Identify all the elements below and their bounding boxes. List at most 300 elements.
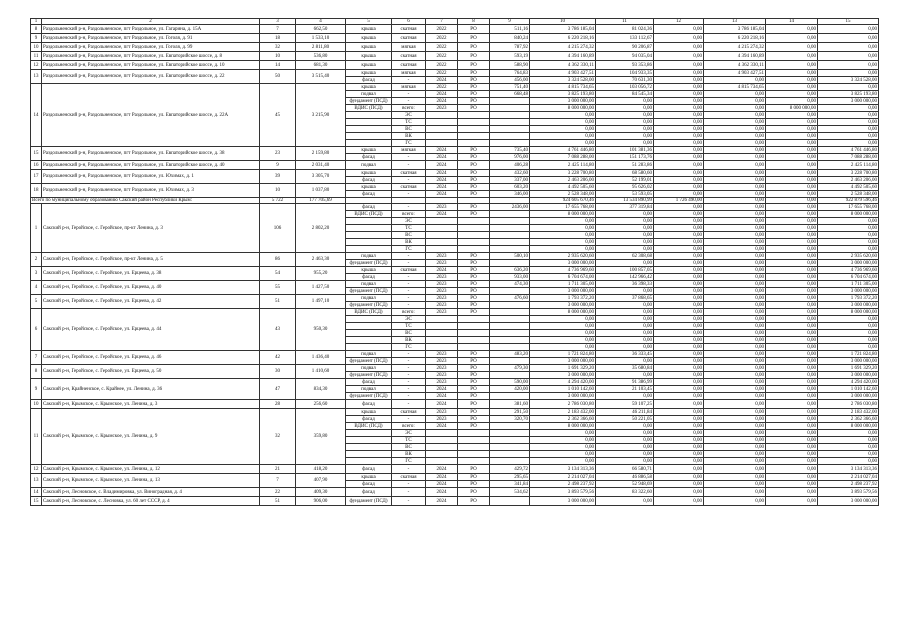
- value-cell: 0,00: [654, 488, 704, 497]
- value-cell: ЭС: [392, 430, 426, 437]
- value-cell: [490, 437, 530, 444]
- value-cell: ТС: [392, 437, 426, 444]
- value-cell: 0,00: [818, 25, 879, 34]
- value-cell: 0,00: [704, 351, 766, 358]
- value-cell: [426, 119, 458, 126]
- value-cell: 93 353,86: [596, 61, 654, 70]
- value-cell: 2024: [426, 211, 458, 218]
- value-cell: 4 815 734,65: [704, 84, 766, 91]
- value-cell: 0,00: [654, 497, 704, 506]
- total-value: 0,00: [766, 198, 818, 204]
- column-number: 8: [458, 19, 490, 25]
- value-cell: 0,00: [704, 170, 766, 177]
- value-cell: -: [392, 416, 426, 423]
- value-cell: -: [392, 260, 426, 267]
- value-cell: 0,00: [654, 147, 704, 154]
- value-cell: РО: [458, 302, 490, 309]
- value-cell: 0,00: [654, 43, 704, 52]
- value-cell: 0,00: [596, 260, 654, 267]
- value-cell: 0,00: [766, 379, 818, 386]
- value-cell: 2 214 027,04: [530, 474, 596, 481]
- value-cell: 0,00: [766, 372, 818, 379]
- value-cell: [490, 372, 530, 379]
- value-cell: 0,00: [766, 204, 818, 211]
- value-cell: 500,10: [490, 253, 530, 260]
- column-number: 14: [766, 19, 818, 25]
- row-number: 9: [31, 34, 42, 43]
- value-cell: подвал: [346, 253, 392, 260]
- value-cell: 84 545,34: [596, 91, 654, 98]
- value-cell: РО: [458, 77, 490, 84]
- value-cell: 0,00: [704, 323, 766, 330]
- value-cell: РО: [458, 393, 490, 400]
- value-cell: 2024: [426, 91, 458, 98]
- value-cell: 2023: [426, 351, 458, 358]
- value-cell: -: [392, 481, 426, 488]
- value-cell: 8 000 000,00: [530, 309, 596, 316]
- value-cell: 52 199,01: [596, 177, 654, 184]
- value-cell: 0,00: [766, 423, 818, 430]
- value-cell: крыша: [346, 70, 392, 77]
- value-cell: 1 010 142,60: [818, 386, 879, 393]
- value-cell: 46 211,84: [596, 409, 654, 416]
- value-cell: 2436,00: [490, 204, 530, 211]
- value-cell: 0,00: [766, 295, 818, 302]
- table-row: [31, 465, 879, 474]
- value-cell: 3 000 000,00: [818, 260, 879, 267]
- value-cell: [490, 218, 530, 225]
- value-cell: 2 935 620,60: [530, 253, 596, 260]
- address-cell: Сакский р-н, Крымское, с. Крымское, ул. Ленина, д. 12: [42, 465, 260, 474]
- value-cell: [490, 126, 530, 133]
- apartments-count: 51: [260, 295, 296, 309]
- value-cell: РО: [458, 253, 490, 260]
- value-cell: 0,00: [530, 140, 596, 147]
- value-cell: крыша: [346, 34, 392, 43]
- value-cell: 0,00: [704, 98, 766, 105]
- value-cell: [458, 218, 490, 225]
- value-cell: 0,00: [530, 232, 596, 239]
- value-cell: 840,24: [490, 34, 530, 43]
- value-cell: 0,00: [596, 232, 654, 239]
- area-cell: 536,80: [296, 52, 346, 61]
- value-cell: 2 425 114,80: [530, 161, 596, 170]
- value-cell: 2 528 348,00: [530, 191, 596, 198]
- value-cell: ТС: [392, 119, 426, 126]
- area-cell: 2 159,80: [296, 147, 346, 161]
- value-cell: -: [392, 400, 426, 409]
- value-cell: [490, 423, 530, 430]
- address-cell: Сакский р-н, Лесновское, с. Владимировка, ул. Виноградная, д. 4: [42, 488, 260, 497]
- value-cell: -: [392, 91, 426, 98]
- value-cell: 0,00: [818, 246, 879, 253]
- value-cell: 2022: [426, 70, 458, 77]
- table-row: [31, 351, 879, 358]
- value-cell: 2 786 030,80: [530, 400, 596, 409]
- value-cell: 0,00: [704, 253, 766, 260]
- area-cell: 409,30: [296, 488, 346, 497]
- value-cell: 0,00: [654, 386, 704, 393]
- value-cell: 0,00: [766, 444, 818, 451]
- area-cell: 1 533,10: [296, 34, 346, 43]
- value-cell: 0,00: [704, 105, 766, 112]
- apartments-count: 32: [260, 43, 296, 52]
- value-cell: 0,00: [654, 52, 704, 61]
- value-cell: 2 183 432,00: [818, 409, 879, 416]
- value-cell: 0,00: [654, 119, 704, 126]
- value-cell: ВС: [392, 444, 426, 451]
- value-cell: -: [392, 465, 426, 474]
- value-cell: 0,00: [654, 379, 704, 386]
- value-cell: ГС: [392, 140, 426, 147]
- value-cell: 2024: [426, 147, 458, 154]
- value-cell: 0,00: [654, 84, 704, 91]
- value-cell: РО: [458, 281, 490, 288]
- value-cell: 6 704 674,00: [530, 274, 596, 281]
- value-cell: [490, 344, 530, 351]
- value-cell: 0,00: [530, 133, 596, 140]
- value-cell: 0,00: [654, 351, 704, 358]
- value-cell: 4 294 420,00: [530, 379, 596, 386]
- value-cell: скатная: [392, 184, 426, 191]
- address-cell: Сакский р-н, Геройское, с. Геройское, ул. Ерцеева, д. 50: [42, 365, 260, 379]
- value-cell: 0,00: [704, 140, 766, 147]
- value-cell: 476,60: [490, 295, 530, 302]
- value-cell: 0,00: [530, 330, 596, 337]
- value-cell: 4 294 420,00: [818, 379, 879, 386]
- area-cell: 3 215,90: [296, 84, 346, 147]
- value-cell: 0,00: [654, 281, 704, 288]
- value-cell: 2 786 030,80: [818, 400, 879, 409]
- value-cell: 0,00: [818, 444, 879, 451]
- value-cell: 0,00: [704, 260, 766, 267]
- area-cell: 1 427,50: [296, 281, 346, 295]
- value-cell: 8 000 000,00: [766, 105, 818, 112]
- value-cell: 0,00: [766, 316, 818, 323]
- value-cell: всего:: [392, 105, 426, 112]
- column-number: 12: [654, 19, 704, 25]
- address-cell: Сакский р-н, Геройское, с. Геройское, ул. Ерцеева, д. 40: [42, 281, 260, 295]
- table-row: [31, 84, 879, 91]
- value-cell: 52 948,69: [596, 481, 654, 488]
- value-cell: [458, 337, 490, 344]
- value-cell: мягкая: [392, 70, 426, 77]
- value-cell: 36 398,33: [596, 281, 654, 288]
- value-cell: [490, 337, 530, 344]
- value-cell: РО: [458, 409, 490, 416]
- value-cell: 0,00: [704, 295, 766, 302]
- value-cell: [346, 344, 392, 351]
- value-cell: 1 711 305,00: [818, 281, 879, 288]
- value-cell: 0,00: [596, 430, 654, 437]
- value-cell: 0,00: [704, 386, 766, 393]
- value-cell: 3 786 185,04: [704, 25, 766, 34]
- value-cell: 0,00: [704, 177, 766, 184]
- value-cell: РО: [458, 34, 490, 43]
- row-number: 13: [31, 70, 42, 84]
- value-cell: 0,00: [818, 232, 879, 239]
- address-cell: Раздольненский р-н, Раздольненское, пгт Раздольное, ул. Юхимах, д. 1: [42, 170, 260, 184]
- address-cell: Сакский р-н, Геройское, с. Геройское, пр-кт Ленина, д. 5: [42, 253, 260, 267]
- value-cell: 2022: [426, 84, 458, 91]
- value-cell: РО: [458, 481, 490, 488]
- value-cell: 295,65: [490, 474, 530, 481]
- value-cell: фасад: [346, 481, 392, 488]
- value-cell: [458, 316, 490, 323]
- address-cell: Раздольненский р-н, Раздольненское, пгт Раздольное, ул. Евпаторийское шоссе, д. 38: [42, 147, 260, 161]
- value-cell: -: [392, 98, 426, 105]
- value-cell: 320,70: [490, 416, 530, 423]
- value-cell: 0,00: [530, 316, 596, 323]
- row-number: 15: [31, 147, 42, 161]
- value-cell: 593,19: [490, 52, 530, 61]
- value-cell: [426, 225, 458, 232]
- value-cell: 0,00: [654, 191, 704, 198]
- value-cell: 4 215 274,32: [704, 43, 766, 52]
- value-cell: [426, 437, 458, 444]
- value-cell: 0,00: [766, 25, 818, 34]
- value-cell: 3 000 000,00: [818, 98, 879, 105]
- value-cell: 0,00: [766, 267, 818, 274]
- value-cell: 377 319,84: [596, 204, 654, 211]
- value-cell: подвал: [346, 281, 392, 288]
- value-cell: -: [392, 77, 426, 84]
- table-row: [31, 184, 879, 191]
- value-cell: 4 761 446,80: [530, 147, 596, 154]
- value-cell: [490, 288, 530, 295]
- value-cell: 101 381,36: [596, 147, 654, 154]
- value-cell: [346, 323, 392, 330]
- value-cell: 2023: [426, 288, 458, 295]
- value-cell: 0,00: [704, 344, 766, 351]
- value-cell: РО: [458, 204, 490, 211]
- value-cell: крыша: [346, 25, 392, 34]
- row-number: 15: [31, 497, 42, 506]
- value-cell: 0,00: [704, 274, 766, 281]
- value-cell: 2023: [426, 358, 458, 365]
- value-cell: 0,00: [766, 323, 818, 330]
- column-number: 15: [818, 19, 879, 25]
- value-cell: 0,00: [818, 119, 879, 126]
- value-cell: РО: [458, 191, 490, 198]
- value-cell: 1 691 329,20: [818, 365, 879, 372]
- value-cell: подвал: [346, 295, 392, 302]
- value-cell: фасад: [346, 191, 392, 198]
- value-cell: скатная: [392, 170, 426, 177]
- column-number: 10: [530, 19, 596, 25]
- value-cell: -: [392, 365, 426, 372]
- value-cell: РО: [458, 358, 490, 365]
- value-cell: 4 903 427,51: [704, 70, 766, 77]
- value-cell: [346, 316, 392, 323]
- value-cell: 0,00: [530, 112, 596, 119]
- value-cell: РО: [458, 400, 490, 409]
- apartments-count: 7: [260, 474, 296, 488]
- value-cell: 0,00: [818, 437, 879, 444]
- row-number: 6: [31, 309, 42, 351]
- value-cell: ГС: [392, 458, 426, 465]
- value-cell: 2024: [426, 161, 458, 170]
- value-cell: 4 492 505,60: [818, 184, 879, 191]
- value-cell: РО: [458, 365, 490, 372]
- value-cell: 3 000 000,00: [818, 358, 879, 365]
- value-cell: 0,00: [530, 337, 596, 344]
- value-cell: фундамент (ПСД): [346, 260, 392, 267]
- value-cell: 2 362 366,60: [818, 416, 879, 423]
- value-cell: РО: [458, 288, 490, 295]
- value-cell: [458, 330, 490, 337]
- value-cell: 3 000 000,00: [818, 372, 879, 379]
- value-cell: ВК: [392, 337, 426, 344]
- value-cell: 8 000 000,00: [818, 423, 879, 430]
- value-cell: 4 736 969,60: [818, 267, 879, 274]
- value-cell: 0,00: [766, 351, 818, 358]
- value-cell: [490, 133, 530, 140]
- apartments-count: 30: [260, 365, 296, 379]
- row-number: 11: [31, 52, 42, 61]
- apartments-count: 86: [260, 253, 296, 267]
- value-cell: 0,00: [596, 316, 654, 323]
- value-cell: 2 935 620,60: [818, 253, 879, 260]
- value-cell: 0,00: [654, 274, 704, 281]
- value-cell: ВС: [392, 126, 426, 133]
- value-cell: [426, 239, 458, 246]
- value-cell: 3 134 313,36: [818, 465, 879, 474]
- value-cell: 0,00: [704, 281, 766, 288]
- table-row: [31, 488, 879, 497]
- value-cell: ВДИС (ПСД): [346, 105, 392, 112]
- value-cell: 0,00: [654, 416, 704, 423]
- value-cell: 0,00: [704, 372, 766, 379]
- row-number: 17: [31, 170, 42, 184]
- value-cell: 2023: [426, 253, 458, 260]
- column-number: 4: [296, 19, 346, 25]
- table-row: [31, 34, 879, 43]
- value-cell: -: [392, 497, 426, 506]
- value-cell: 2023: [426, 274, 458, 281]
- value-cell: фасад: [346, 177, 392, 184]
- table-row: [31, 409, 879, 416]
- value-cell: 0,00: [704, 444, 766, 451]
- value-cell: РО: [458, 309, 490, 316]
- apartments-count: 50: [260, 70, 296, 84]
- value-cell: 4 736 969,60: [530, 267, 596, 274]
- value-cell: 420,00: [490, 386, 530, 393]
- value-cell: 2023: [426, 105, 458, 112]
- value-cell: 95 626,02: [596, 184, 654, 191]
- table-row: [31, 147, 879, 154]
- value-cell: РО: [458, 105, 490, 112]
- total-value: 922 879 596,46: [818, 198, 879, 204]
- row-number: 9: [31, 379, 42, 400]
- value-cell: [490, 444, 530, 451]
- value-cell: крыша: [346, 170, 392, 177]
- table-row: [31, 43, 879, 52]
- value-cell: [426, 344, 458, 351]
- value-cell: 0,00: [596, 140, 654, 147]
- value-cell: 0,00: [654, 25, 704, 34]
- value-cell: РО: [458, 161, 490, 170]
- value-cell: РО: [458, 98, 490, 105]
- value-cell: 3 324 528,00: [818, 77, 879, 84]
- value-cell: 2022: [426, 43, 458, 52]
- value-cell: 6 704 674,00: [818, 274, 879, 281]
- value-cell: 2024: [426, 465, 458, 474]
- value-cell: -: [392, 204, 426, 211]
- value-cell: 0,00: [530, 430, 596, 437]
- value-cell: [458, 430, 490, 437]
- value-cell: скатная: [392, 25, 426, 34]
- total-value: 1 726 490,00: [654, 198, 704, 204]
- value-cell: 151 173,76: [596, 154, 654, 161]
- value-cell: [490, 225, 530, 232]
- value-cell: 36 333,45: [596, 351, 654, 358]
- value-cell: 2022: [426, 61, 458, 70]
- value-cell: 0,00: [654, 140, 704, 147]
- value-cell: 0,00: [654, 409, 704, 416]
- value-cell: РО: [458, 91, 490, 98]
- value-cell: фундамент (ПСД): [346, 302, 392, 309]
- value-cell: 2024: [426, 393, 458, 400]
- value-cell: 0,00: [818, 52, 879, 61]
- value-cell: РО: [458, 260, 490, 267]
- value-cell: 0,00: [704, 430, 766, 437]
- value-cell: 3 786 185,04: [530, 25, 596, 34]
- value-cell: 0,00: [766, 225, 818, 232]
- value-cell: РО: [458, 465, 490, 474]
- value-cell: ЭС: [392, 218, 426, 225]
- value-cell: [490, 112, 530, 119]
- value-cell: 3 893 579,56: [818, 488, 879, 497]
- value-cell: скатная: [392, 409, 426, 416]
- table-row: [31, 204, 879, 211]
- value-cell: 0,00: [704, 184, 766, 191]
- value-cell: [458, 323, 490, 330]
- row-number: 10: [31, 400, 42, 409]
- value-cell: 429,72: [490, 465, 530, 474]
- value-cell: 7 088 288,00: [530, 154, 596, 161]
- value-cell: 0,00: [818, 61, 879, 70]
- value-cell: 4 903 427,51: [530, 70, 596, 77]
- value-cell: 3 228 700,80: [818, 170, 879, 177]
- value-cell: 0,00: [766, 126, 818, 133]
- value-cell: РО: [458, 84, 490, 91]
- value-cell: 2024: [426, 170, 458, 177]
- area-cell: 2 811,80: [296, 43, 346, 52]
- value-cell: -: [392, 161, 426, 170]
- value-cell: -: [392, 351, 426, 358]
- value-cell: 0,00: [596, 112, 654, 119]
- row-number: 11: [31, 409, 42, 465]
- value-cell: 0,00: [654, 225, 704, 232]
- value-cell: [426, 232, 458, 239]
- value-cell: 0,00: [654, 98, 704, 105]
- column-number: 11: [596, 19, 654, 25]
- value-cell: 0,00: [704, 488, 766, 497]
- value-cell: 0,00: [596, 458, 654, 465]
- value-cell: 341,84: [490, 481, 530, 488]
- value-cell: 0,00: [596, 497, 654, 506]
- value-cell: подвал: [346, 161, 392, 170]
- value-cell: 142 966,42: [596, 274, 654, 281]
- value-cell: 0,00: [766, 232, 818, 239]
- value-cell: 0,00: [704, 316, 766, 323]
- column-number: 9: [490, 19, 530, 25]
- value-cell: 0,00: [704, 77, 766, 84]
- table-row: [31, 267, 879, 274]
- value-cell: 0,00: [704, 474, 766, 481]
- value-cell: 346,00: [490, 191, 530, 198]
